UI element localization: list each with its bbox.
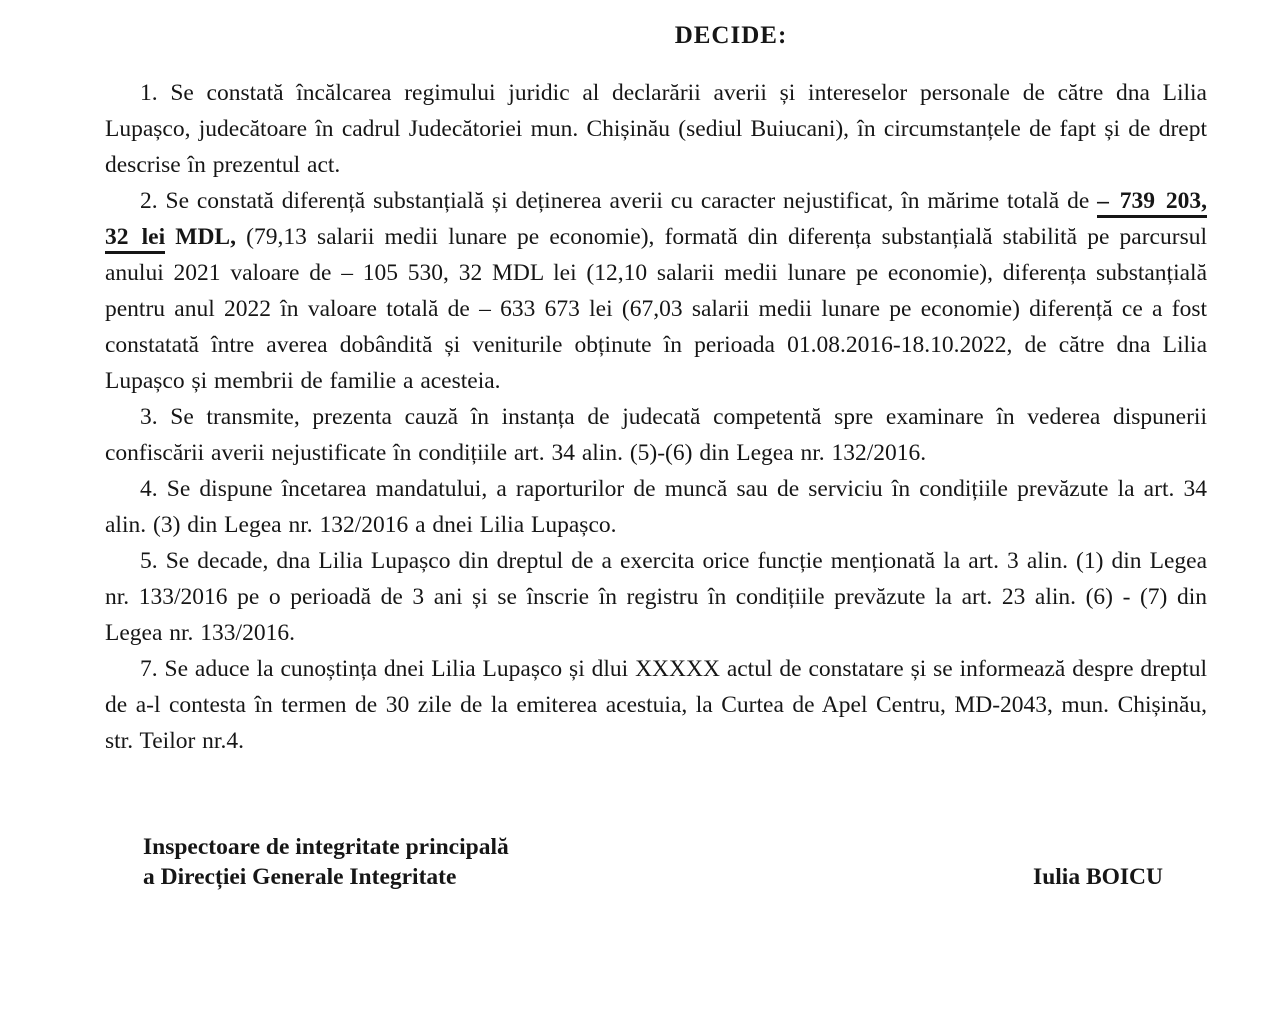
total-amount-underlined: – 739 203, 32 lei	[105, 188, 1207, 254]
paragraph-2-prefix: 2. Se constată diferență substanțială și deținerea averii cu caracter nejustificat, în mărime totală de	[140, 188, 1098, 214]
signer-name: Iulia BOICU	[1033, 864, 1163, 890]
paragraph-1: 1. Se constată încălcarea regimului juridic al declarării averii și intereselor personale de către dna Lilia Lupașco, judecătoare în cadrul Judecătoriei mun. Chișinău (sediul Buiucani), în circumstanțele de fapt și de drept descrise în prezentul act.	[105, 80, 1207, 178]
document-heading: DECIDE:	[674, 22, 788, 49]
signer-title-line1: Inspectoare de integritate principală	[143, 834, 509, 860]
currency-label: MDL,	[165, 224, 236, 250]
signer-title	[143, 832, 509, 892]
paragraph-2	[105, 183, 1207, 399]
paragraph-3: 3. Se transmite, prezenta cauză în instanța de judecată competentă spre examinare în vederea dispunerii confiscării averii nejustificate în condițiile art. 34 alin. (5)-(6) din Legea nr. 132/2016.	[105, 404, 1207, 466]
paragraph-2-rest: (79,13 salarii medii lunare pe economie), formată din diferența substanțială stabilită pe parcursul anului 2021 valoare de – 105 530, 32 MDL lei (12,10 salarii medii lunare pe economie), diferența substanțială pentru anul 2022 în valoare totală de – 633 673 lei (67,03 salarii medii lunare pe economie) diferență ce a fost constatată între averea dobândită și veniturile obținute în perioada 01.08.2016-18.10.2022, de către dna Lilia Lupașco și membrii de familie a acesteia.	[105, 224, 1207, 394]
paragraph-4: 4. Se dispune încetarea mandatului, a raporturilor de muncă sau de serviciu în condițiile prevăzute la art. 34 alin. (3) din Legea nr. 132/2016 a dnei Lilia Lupașco.	[105, 476, 1207, 538]
paragraph-5: 5. Se decade, dna Lilia Lupașco din dreptul de a exercita orice funcție menționată la art. 3 alin. (1) din Legea nr. 133/2016 pe o perioadă de 3 ani și se înscrie în registru în condițiile prevăzute la art. 23 alin. (6) - (7) din Legea nr. 133/2016.	[105, 548, 1207, 646]
document-content	[105, 18, 1207, 892]
signature-block	[143, 832, 1207, 892]
signer-title-line2: a Direcției Generale Integritate	[143, 864, 457, 890]
paragraph-7: 7. Se aduce la cunoștința dnei Lilia Lupașco și dlui XXXXX actul de constatare și se informează despre dreptul de a-l contesta în termen de 30 zile de la emiterea acestuia, la Curtea de Apel Centru, MD-2043, mun. Chișinău, str. Teilor nr.4.	[105, 656, 1207, 754]
